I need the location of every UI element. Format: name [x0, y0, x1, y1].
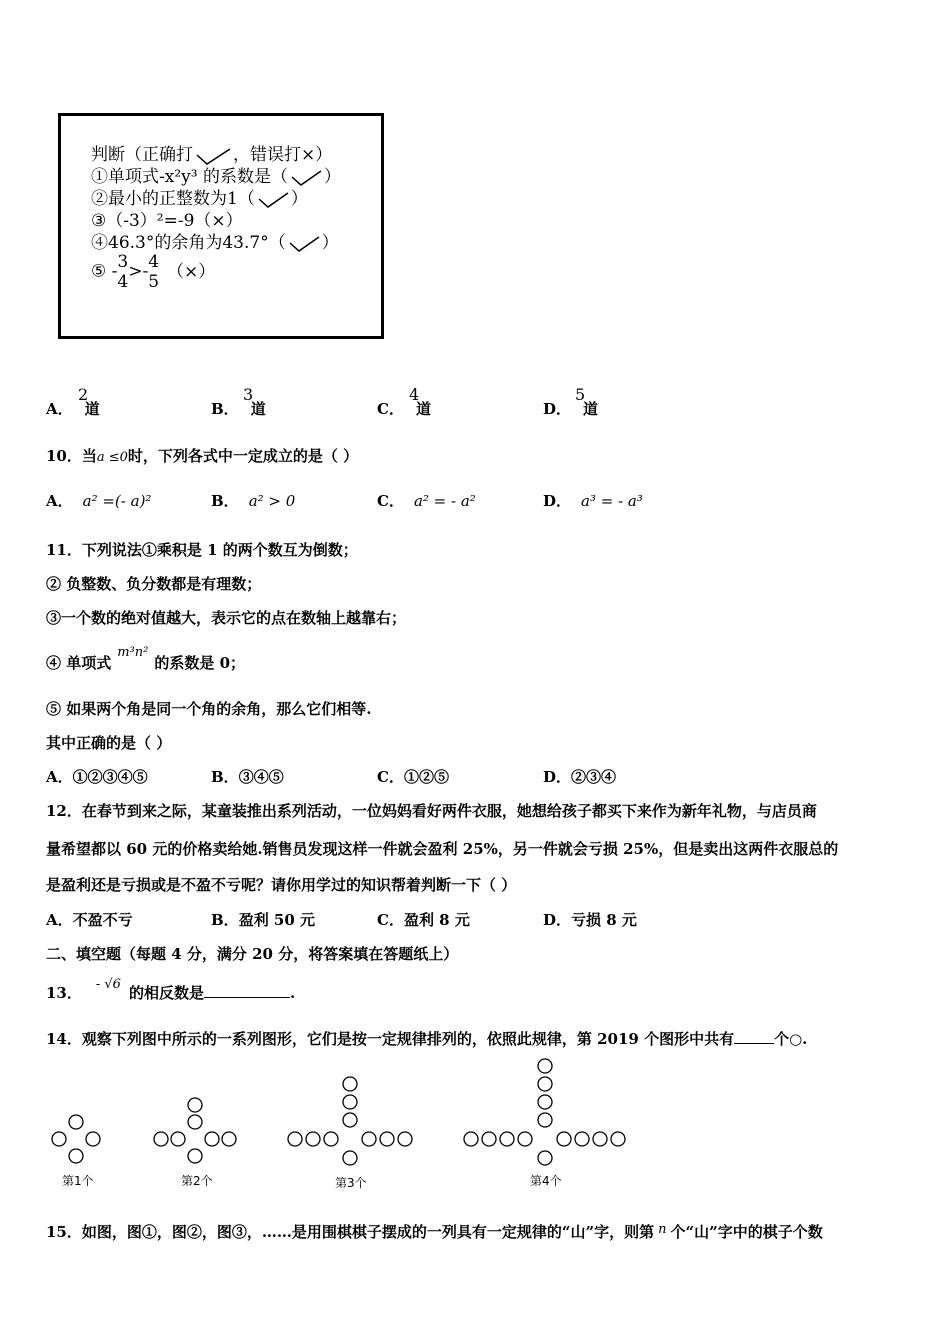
circle-icon [611, 1132, 625, 1146]
circle-icon [188, 1149, 202, 1163]
circle-icon [518, 1132, 532, 1146]
circle-icon [343, 1151, 357, 1165]
circle-icon [500, 1132, 514, 1146]
q11-line-1: 11．下列说法①乘积是 1 的两个数互为倒数； [46, 541, 358, 559]
q12-line-1: 12．在春节到来之际，某童装推出系列活动，一位妈妈看好两件衣服，她想给孩子都买下来作为新年礼物，与店员商 [46, 802, 817, 820]
circle-icon [306, 1132, 320, 1146]
circle-icon [538, 1059, 552, 1073]
judgement-box [58, 113, 384, 339]
circle-icon [380, 1132, 394, 1146]
q11-option-d: D．②③④ [543, 768, 617, 786]
q12-line-3: 是盈利还是亏损或是不盈不亏呢？请你用学过的知识帮着判断一下（ ） [46, 876, 517, 894]
q13-stem: 13． - √6 的相反数是 . [46, 977, 296, 1002]
q10-option-d: D． a³ = - a³ [543, 492, 643, 510]
q11-option-b: B．③④⑤ [211, 768, 284, 786]
judge-item-3: ③（-3）²=-9（×） [91, 211, 243, 231]
circle-icon [343, 1113, 357, 1127]
q12-option-d: D．亏损 8 元 [543, 911, 637, 929]
figure-label-2: 第2个 [181, 1174, 213, 1188]
check-mark-icon [286, 233, 322, 255]
q10-option-b: B． a² > 0 [211, 492, 296, 510]
q11-option-c: C．①②⑤ [377, 768, 449, 786]
circle-icon [171, 1132, 185, 1146]
q12-option-b: B．盈利 50 元 [211, 911, 316, 929]
circle-icon [288, 1132, 302, 1146]
circle-icon [538, 1095, 552, 1109]
figure-label-1: 第1个 [62, 1174, 94, 1188]
judge-item-5: ⑤ - 3 4 >- 4 5 （×） [91, 252, 216, 292]
circle-icon [343, 1095, 357, 1109]
q14-answer-blank[interactable] [734, 1043, 774, 1044]
check-mark-icon [255, 189, 291, 211]
q9-option-a-num: 2 [78, 385, 89, 404]
fraction-4-5: 4 5 [148, 252, 160, 292]
q10-option-a: A． a² =(- a)² [46, 492, 152, 510]
judge-title: 判断（正确打 ，错误打×） [91, 145, 333, 165]
q12-option-a: A．不盈不亏 [46, 911, 133, 929]
judge-item-2: ②最小的正整数为1（ ） [91, 189, 308, 209]
q11-line-3: ③一个数的绝对值越大，表示它的点在数轴上越靠右； [46, 609, 407, 627]
circle-icon [188, 1115, 202, 1129]
circle-icon [575, 1132, 589, 1146]
q10-option-c: C． a² = - a² [377, 492, 476, 510]
q9-option-c-num: 4 [409, 385, 420, 404]
figure-label-4: 第4个 [530, 1174, 562, 1188]
q9-option-b: B． 道 [211, 400, 266, 418]
circle-icon [593, 1132, 607, 1146]
circle-icon [538, 1151, 552, 1165]
q13-answer-blank[interactable] [204, 997, 290, 998]
q9-option-b-num: 3 [243, 385, 254, 404]
circle-icon [538, 1113, 552, 1127]
circle-icon [482, 1132, 496, 1146]
q14-stem: 14．观察下列图中所示的一系列图形，它们是按一定规律排列的，依照此规律，第 2019 个图形中共有 个○. [46, 1030, 808, 1048]
circle-icon [52, 1132, 66, 1146]
circle-icon [188, 1098, 202, 1112]
circle-icon [362, 1132, 376, 1146]
circle-icon [324, 1132, 338, 1146]
circle-pattern-figure [40, 1052, 640, 1192]
figure-label-3: 第3个 [335, 1176, 367, 1190]
q11-line-6: 其中正确的是（ ） [46, 734, 172, 752]
circle-icon [205, 1132, 219, 1146]
q9-option-d-num: 5 [575, 385, 586, 404]
circle-icon [343, 1077, 357, 1091]
q11-line-2: ② 负整数、负分数都是有理数； [46, 575, 262, 593]
q10-stem: 10．当a ≤0时，下列各式中一定成立的是（ ） [46, 447, 359, 465]
circle-icon [69, 1115, 83, 1129]
q15-stem: 15．如图，图①，图②，图③，……是用围棋棋子摆成的一列具有一定规律的“山”字，则第 n 个“山”字中的棋子个数 [46, 1222, 823, 1241]
section-2-heading: 二、填空题（每题 4 分，满分 20 分，将答案填在答题纸上） [46, 945, 459, 963]
circle-icon [69, 1149, 83, 1163]
circle-icon [154, 1132, 168, 1146]
judge-item-1: ①单项式-x²y³ 的系数是（ ） [91, 167, 341, 187]
q12-line-2: 量希望都以 60 元的价格卖给她.销售员发现这样一件就会盈利 25%，另一件就会亏损 25%，但是卖出这两件衣服总的 [46, 840, 839, 858]
circle-icon [86, 1132, 100, 1146]
circle-icon [538, 1077, 552, 1091]
circle-icon [398, 1132, 412, 1146]
fraction-3-4: 3 4 [117, 252, 129, 292]
circle-icon [222, 1132, 236, 1146]
q9-option-c: C． 道 [377, 400, 431, 418]
q11-line-5: ⑤ 如果两个角是同一个角的余角，那么它们相等. [46, 700, 372, 718]
circle-icon [557, 1132, 571, 1146]
q9-option-a: A． 道 [46, 400, 100, 418]
judge-item-4: ④46.3°的余角为43.7°（ ） [91, 233, 339, 253]
q11-option-a: A．①②③④⑤ [46, 768, 148, 786]
circle-icon [464, 1132, 478, 1146]
q12-option-c: C．盈利 8 元 [377, 911, 470, 929]
q11-line-4: ④ 单项式m³n²的系数是 0； [46, 645, 246, 672]
q9-option-d: D． 道 [543, 400, 599, 418]
